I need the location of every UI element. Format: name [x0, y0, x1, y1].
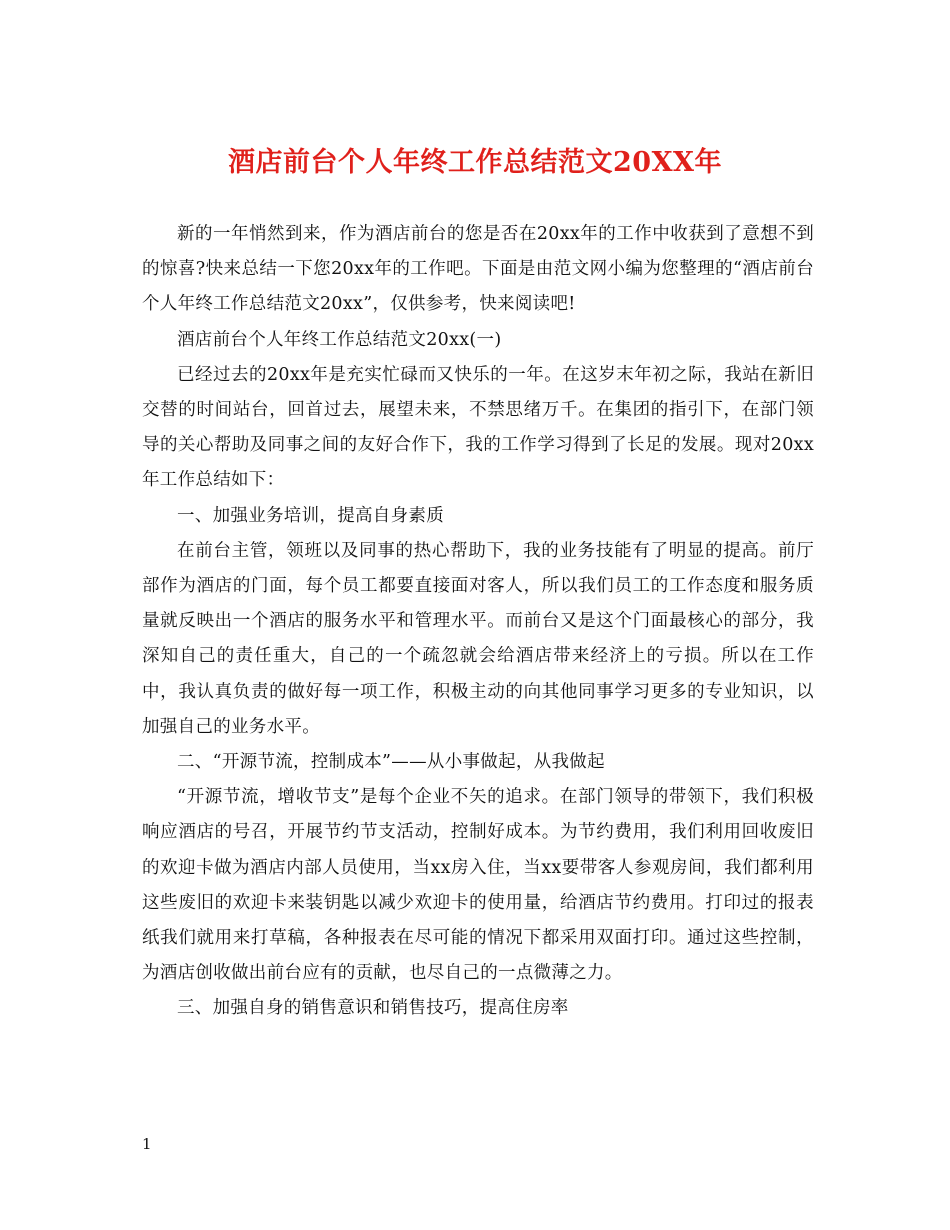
- document-title: 酒店前台个人年终工作总结范文20XX年: [228, 147, 722, 178]
- heading-cost-control: 二、“开源节流，控制成本”——从小事做起，从我做起: [177, 752, 605, 773]
- heading-sales: 三、加强自身的销售意识和销售技巧，提高住房率: [177, 998, 569, 1019]
- page-number: 1: [142, 1135, 152, 1153]
- summary-intro-paragraph: 已经过去的20xx年是充实忙碌而又快乐的一年。在这岁末年初之际，我站在新旧交替的时间站台，回首过去，展望未来，不禁思绪万千。在集团的指引下，在部门领导的关心帮助及同事之间的友好合作下，我的工作学习得到了长足的发展。现对20xx年工作总结如下：: [142, 364, 814, 491]
- section-heading-sample-one: 酒店前台个人年终工作总结范文20xx(一): [177, 329, 502, 350]
- cost-control-paragraph: “开源节流，增收节支”是每个企业不矢的追求。在部门领导的带领下，我们积极响应酒店的号召，开展节约节支活动，控制好成本。为节约费用，我们利用回收废旧的欢迎卡做为酒店内部人员使用，当xx房入住，当xx要带客人参观房间，我们都利用这些废旧的欢迎卡来装钥匙以减少欢迎卡的使用量，给酒店节约费用。打印过的报表纸我们就用来打草稿，各种报表在尽可能的情况下都采用双面打印。通过这些控制，为酒店创收做出前台应有的贡献，也尽自己的一点微薄之力。: [142, 787, 814, 984]
- heading-training: 一、加强业务培训，提高自身素质: [177, 505, 444, 526]
- training-paragraph: 在前台主管，领班以及同事的热心帮助下，我的业务技能有了明显的提高。前厅部作为酒店的门面，每个员工都要直接面对客人，所以我们员工的工作态度和服务质量就反映出一个酒店的服务水平和管理水平。而前台又是这个门面最核心的部分，我深知自己的责任重大，自己的一个疏忽就会给酒店带来经济上的亏损。所以在工作中，我认真负责的做好每一项工作，积极主动的向其他同事学习更多的专业知识，以加强自己的业务水平。: [142, 540, 814, 737]
- intro-paragraph: 新的一年悄然到来，作为酒店前台的您是否在20xx年的工作中收获到了意想不到的惊喜?快来总结一下您20xx年的工作吧。下面是由范文网小编为您整理的“酒店前台个人年终工作总结范文20xx”，仅供参考，快来阅读吧!: [142, 224, 814, 315]
- document-body: [142, 217, 814, 1027]
